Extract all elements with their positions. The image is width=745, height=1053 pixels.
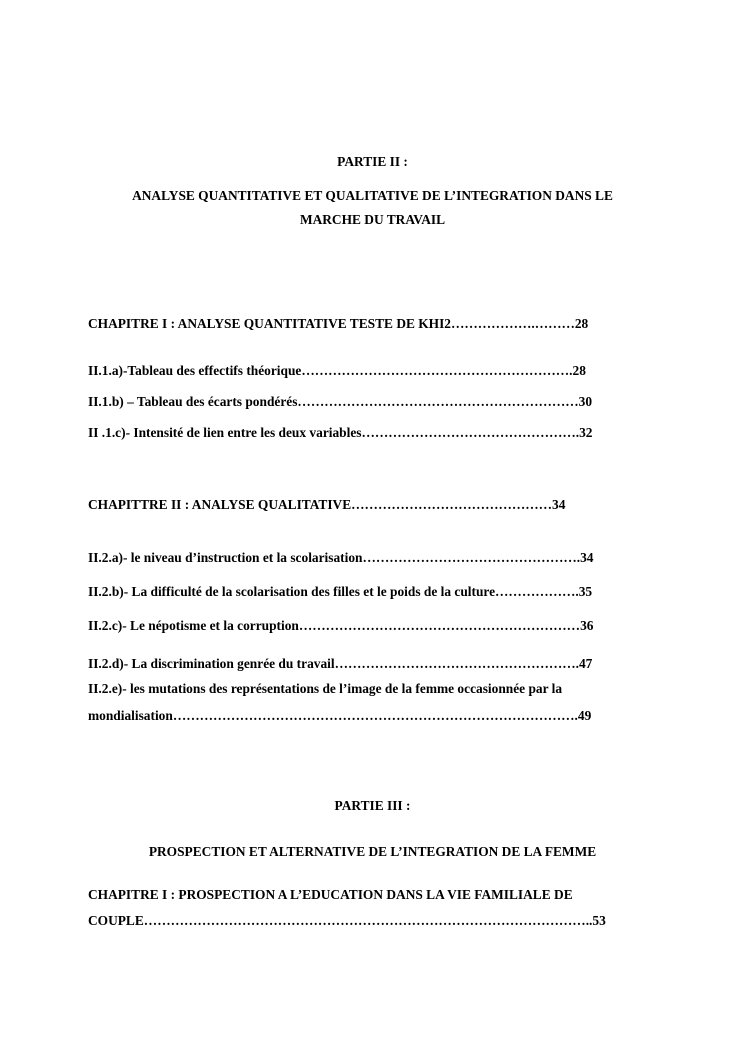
chapter-i-heading: CHAPITRE I : ANALYSE QUANTITATIVE TESTE DE KHI2……………….………28 [88, 316, 589, 331]
part-ii-title: PARTIE II : [337, 154, 408, 169]
part-ii-subtitle-line2: MARCHE DU TRAVAIL [299, 212, 446, 227]
toc-entry-ii-2-c: II.2.c)- Le népotisme et la corruption………………………………………………………36 [88, 618, 594, 633]
part-ii-subtitle-line1: ANALYSE QUANTITATIVE ET QUALITATIVE DE L’INTEGRATION DANS LE [132, 188, 613, 203]
part-iii-chapter-i-line2: COUPLE………………………………………………………………………………………..53 [88, 913, 606, 928]
toc-entry-ii-1-c: II .1.c)- Intensité de lien entre les deux variables………………………………………….32 [88, 425, 593, 440]
toc-entry-ii-1-a: II.1.a)-Tableau des effectifs théorique…………………………………………………….28 [88, 363, 586, 378]
chapter-ii-heading: CHAPITTRE II : ANALYSE QUALITATIVE………………………………………34 [88, 497, 566, 512]
part-iii-subtitle: PROSPECTION ET ALTERNATIVE DE L’INTEGRATION DE LA FEMME [148, 844, 597, 859]
toc-entry-ii-2-e-line2: mondialisation……………………………………………………………………………….49 [88, 708, 592, 723]
toc-entry-ii-2-d: II.2.d)- La discrimination genrée du travail……………………………………………….47 [88, 656, 593, 671]
part-iii-title: PARTIE III : [334, 798, 411, 813]
toc-entry-ii-2-a: II.2.a)- le niveau d’instruction et la scolarisation………………………………………….34 [88, 550, 594, 565]
toc-entry-ii-2-b: II.2.b)- La difficulté de la scolarisation des filles et le poids de la culture……………….35 [88, 584, 593, 599]
part-iii-chapter-i-line1: CHAPITRE I : PROSPECTION A L’EDUCATION DANS LA VIE FAMILIALE DE [88, 887, 573, 902]
toc-entry-ii-1-b: II.1.b) – Tableau des écarts pondérés………………………………………………………30 [88, 394, 593, 409]
toc-entry-ii-2-e-line1: II.2.e)- les mutations des représentations de l’image de la femme occasionnée par la [88, 681, 563, 696]
